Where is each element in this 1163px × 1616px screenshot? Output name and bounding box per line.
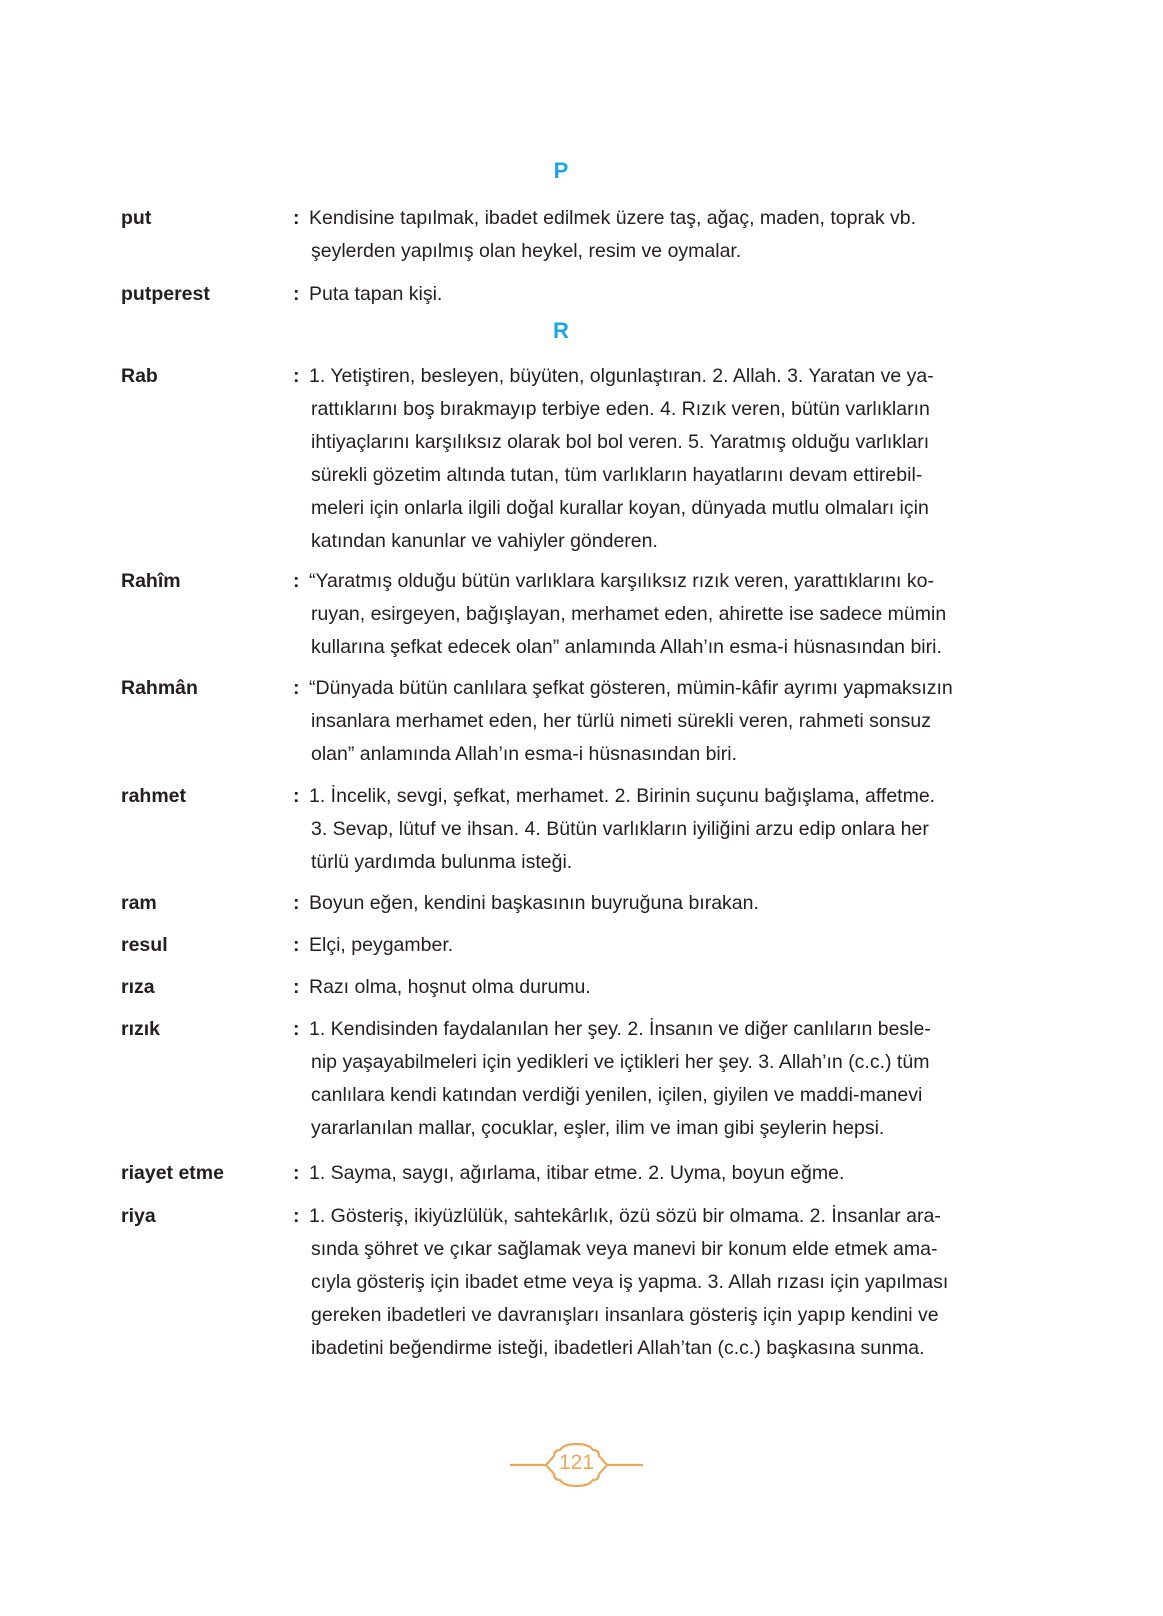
entry-definition — [309, 929, 1001, 962]
entry-term: Rahîm — [121, 570, 181, 592]
entry-definition — [309, 1013, 1001, 1145]
glossary-entry — [121, 360, 1001, 558]
glossary-entry — [121, 971, 1001, 1004]
entry-definition — [309, 1157, 1001, 1190]
definition-line: 3. Sevap, lütuf ve ihsan. 4. Bütün varlıkların iyiliğini arzu edip onlara her — [311, 818, 929, 840]
glossary-entry — [121, 202, 1001, 268]
definition-line: meleri için onlarla ilgili doğal kurallar koyan, dünyada mutlu olmaları için — [311, 497, 929, 519]
glossary-entry — [121, 887, 1001, 920]
glossary-entry — [121, 929, 1001, 962]
entry-term: rızık — [121, 1018, 161, 1040]
entry-colon: : — [293, 892, 300, 914]
definition-line: ihtiyaçlarını karşılıksız olarak bol bol veren. 5. Yaratmış olduğu varlıkları — [311, 431, 930, 453]
glossary-entry — [121, 1157, 1001, 1190]
glossary-entry — [121, 1013, 1001, 1145]
entry-definition — [309, 202, 1001, 268]
definition-line: ruyan, esirgeyen, bağışlayan, merhamet eden, ahirette ise sadece mümin — [311, 603, 947, 625]
glossary-entry — [121, 278, 1001, 311]
entry-colon: : — [293, 934, 300, 956]
entry-definition — [309, 565, 1001, 664]
glossary-entry — [121, 780, 1001, 879]
definition-line: sında şöhret ve çıkar sağlamak veya manevi bir konum elde etmek ama- — [311, 1238, 938, 1260]
entry-term: Rab — [121, 365, 158, 387]
definition-line: Elçi, peygamber. — [309, 934, 454, 956]
definition-line: 1. Kendisinden faydalanılan her şey. 2. İnsanın ve diğer canlıların besle- — [309, 1018, 931, 1040]
definition-line: 1. Sayma, saygı, ağırlama, itibar etme. 2. Uyma, boyun eğme. — [309, 1162, 845, 1184]
definition-line: Razı olma, hoşnut olma durumu. — [309, 976, 591, 998]
section-letter-p: P — [553, 158, 569, 183]
entry-colon: : — [293, 785, 300, 807]
entry-colon: : — [293, 207, 300, 229]
definition-line: ibadetini beğendirme isteği, ibadetleri Allah’tan (c.c.) başkasına sunma. — [311, 1337, 925, 1359]
definition-line: cıyla gösteriş için ibadet etme veya iş yapma. 3. Allah rızası için yapılması — [311, 1271, 949, 1293]
definition-line: Kendisine tapılmak, ibadet edilmek üzere taş, ağaç, maden, toprak vb. — [309, 207, 917, 229]
entry-colon: : — [293, 570, 300, 592]
definition-line: sürekli gözetim altında tutan, tüm varlıkların hayatlarını devam ettirebil- — [311, 464, 923, 486]
entry-definition — [309, 1200, 1001, 1365]
page-number-badge — [510, 1442, 643, 1488]
entry-definition — [309, 971, 1001, 1004]
entry-colon: : — [293, 283, 300, 305]
entry-definition — [309, 887, 1001, 920]
entry-term: rıza — [121, 976, 155, 998]
entry-definition — [309, 360, 1001, 558]
entry-definition — [309, 278, 1001, 311]
definition-line: Boyun eğen, kendini başkasının buyruğuna bırakan. — [309, 892, 759, 914]
section-letter-r: R — [553, 318, 569, 343]
definition-line: gereken ibadetleri ve davranışları insanlara gösteriş için yapıp kendini ve — [311, 1304, 939, 1326]
entry-colon: : — [293, 1205, 300, 1227]
definition-line: yararlanılan mallar, çocuklar, eşler, ilim ve iman gibi şeylerin hepsi. — [311, 1117, 885, 1139]
entry-colon: : — [293, 677, 300, 699]
entry-term: putperest — [121, 283, 210, 305]
definition-line: 1. İncelik, sevgi, şefkat, merhamet. 2. Birinin suçunu bağışlama, affetme. — [309, 785, 936, 807]
definition-line: 1. Yetiştiren, besleyen, büyüten, olgunlaştıran. 2. Allah. 3. Yaratan ve ya- — [309, 365, 934, 387]
definition-line: “Yaratmış olduğu bütün varlıklara karşılıksız rızık veren, yarattıklarını ko- — [309, 570, 934, 592]
entry-colon: : — [293, 1162, 300, 1184]
entry-term: put — [121, 207, 152, 229]
entry-term: resul — [121, 934, 168, 956]
definition-line: nip yaşayabilmeleri için yedikleri ve içtikleri her şey. 3. Allah’ın (c.c.) tüm — [311, 1051, 930, 1073]
entry-term: ram — [121, 892, 157, 914]
definition-line: rattıklarını boş bırakmayıp terbiye eden. 4. Rızık veren, bütün varlıkların — [311, 398, 930, 420]
entry-term: Rahmân — [121, 677, 198, 699]
entry-colon: : — [293, 365, 300, 387]
definition-line: türlü yardımda bulunma isteği. — [311, 851, 573, 873]
entry-term: riayet etme — [121, 1162, 224, 1184]
definition-line: Puta tapan kişi. — [309, 283, 443, 305]
glossary-entry — [121, 1200, 1001, 1365]
definition-line: 1. Gösteriş, ikiyüzlülük, sahtekârlık, özü sözü bir olmama. 2. İnsanlar ara- — [309, 1205, 941, 1227]
definition-line: insanlara merhamet eden, her türlü nimeti sürekli veren, rahmeti sonsuz — [311, 710, 931, 732]
definition-line: olan” anlamında Allah’ın esma-i hüsnasından biri. — [311, 743, 738, 765]
definition-line: şeylerden yapılmış olan heykel, resim ve oymalar. — [311, 240, 742, 262]
glossary-entry — [121, 565, 1001, 664]
page-number: 121 — [558, 1451, 595, 1474]
glossary-entry — [121, 672, 1001, 771]
definition-line: canlılara kendi katından verdiği yenilen, içilen, giyilen ve maddi-manevi — [311, 1084, 923, 1106]
definition-line: katından kanunlar ve vahiyler gönderen. — [311, 530, 658, 552]
entry-colon: : — [293, 976, 300, 998]
entry-definition — [309, 780, 1001, 879]
entry-definition — [309, 672, 1001, 771]
definition-line: “Dünyada bütün canlılara şefkat gösteren, mümin-kâfir ayrımı yapmaksızın — [309, 677, 953, 699]
entry-term: rahmet — [121, 785, 187, 807]
definition-line: kullarına şefkat edecek olan” anlamında Allah’ın esma-i hüsnasından biri. — [311, 636, 942, 658]
entry-term: riya — [121, 1205, 156, 1227]
entry-colon: : — [293, 1018, 300, 1040]
